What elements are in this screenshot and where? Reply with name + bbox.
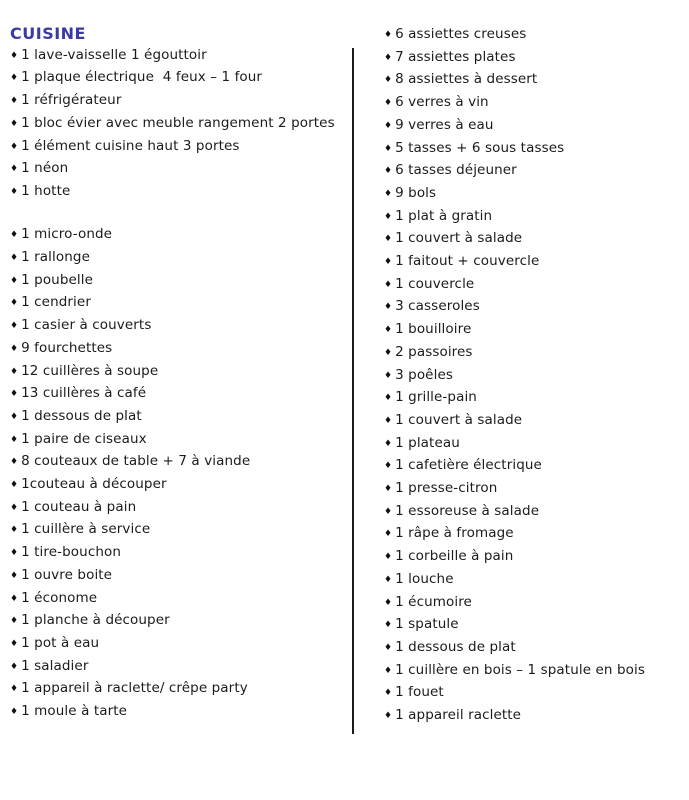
list-item-label: 1 ouvre boite [21,566,113,583]
list-item [384,251,684,274]
left-column-lists [10,45,345,724]
list-item [10,656,345,679]
list-item-label: 1 appareil raclette [395,707,522,724]
diamond-bullet-icon: ♦ [10,253,19,264]
list-item-label: 1 cendrier [21,294,91,311]
list-item-label: 1 couvert à salade [395,411,523,428]
list-item-label: 1 couvercle [395,275,475,292]
diamond-bullet-icon: ♦ [10,480,19,491]
list-item-label: 1 râpe à fromage [395,525,514,542]
list-item [384,115,684,138]
list-item [10,45,345,68]
list-item [10,181,345,204]
left-column [10,24,345,724]
diamond-bullet-icon: ♦ [384,143,393,154]
list-item [384,47,684,70]
left-list-group-1 [10,45,345,204]
diamond-bullet-icon: ♦ [384,461,393,472]
list-item-label: 1 plat à gratin [395,207,493,224]
diamond-bullet-icon: ♦ [10,275,19,286]
list-item-label: 1 élément cuisine haut 3 portes [21,137,240,154]
diamond-bullet-icon: ♦ [384,347,393,358]
diamond-bullet-icon: ♦ [10,638,19,649]
list-item [10,429,345,452]
left-list-group-2 [10,224,345,723]
column-divider [352,48,354,734]
diamond-bullet-icon: ♦ [10,73,19,84]
diamond-bullet-icon: ♦ [10,502,19,513]
diamond-bullet-icon: ♦ [384,688,393,699]
list-item [384,546,684,569]
list-item-label: 1 casier à couverts [21,317,152,334]
list-item-label: 1 bouilloire [395,321,472,338]
list-item [10,224,345,247]
diamond-bullet-icon: ♦ [384,574,393,585]
diamond-bullet-icon: ♦ [384,711,393,722]
diamond-bullet-icon: ♦ [384,665,393,676]
list-item [10,292,345,315]
list-item [384,319,684,342]
list-item [384,660,684,683]
list-item-label: 1 louche [395,570,454,587]
list-item [384,342,684,365]
list-item [384,569,684,592]
list-item-label: 1 néon [21,160,69,177]
list-item-label: 1 couvert à salade [395,230,523,247]
list-item [10,678,345,701]
list-item [10,338,345,361]
list-item [384,387,684,410]
list-item-label: 2 passoires [395,343,473,360]
diamond-bullet-icon: ♦ [10,661,19,672]
list-item [384,274,684,297]
list-item-label: 1 paire de ciseaux [21,430,147,447]
diamond-bullet-icon: ♦ [10,525,19,536]
diamond-bullet-icon: ♦ [10,593,19,604]
list-item [10,67,345,90]
list-item [384,501,684,524]
list-item [10,383,345,406]
list-item-label: 1 spatule [395,616,459,633]
list-item [384,183,684,206]
diamond-bullet-icon: ♦ [10,548,19,559]
diamond-bullet-icon: ♦ [10,96,19,107]
list-item [10,701,345,724]
diamond-bullet-icon: ♦ [384,52,393,63]
diamond-bullet-icon: ♦ [384,552,393,563]
diamond-bullet-icon: ♦ [384,166,393,177]
list-item-label: 8 couteaux de table + 7 à viande [21,453,251,470]
diamond-bullet-icon: ♦ [10,230,19,241]
list-item [384,365,684,388]
diamond-bullet-icon: ♦ [10,321,19,332]
list-item [10,565,345,588]
list-item-label: 1 micro-onde [21,226,113,243]
list-item-label: 3 poêles [395,366,453,383]
diamond-bullet-icon: ♦ [10,343,19,354]
diamond-bullet-icon: ♦ [384,98,393,109]
diamond-bullet-icon: ♦ [384,484,393,495]
diamond-bullet-icon: ♦ [10,434,19,445]
diamond-bullet-icon: ♦ [384,597,393,608]
list-item-label: 1 faitout + couvercle [395,253,540,270]
list-item [10,588,345,611]
diamond-bullet-icon: ♦ [384,393,393,404]
right-column-lists [384,24,684,728]
page-title: CUISINE [10,24,86,43]
list-item [384,92,684,115]
list-item [384,478,684,501]
diamond-bullet-icon: ♦ [384,30,393,40]
list-item [384,138,684,161]
list-item-label: 1 tire-bouchon [21,544,122,561]
diamond-bullet-icon: ♦ [384,302,393,313]
list-item-label: 1 rallonge [21,249,90,266]
list-item-label: 5 tasses + 6 sous tasses [395,139,565,156]
list-item-label: 1 planche à découper [21,612,170,629]
list-item-label: 1 dessous de plat [395,638,516,655]
list-item [384,637,684,660]
list-item-label: 1 bloc évier avec meuble rangement 2 portes [21,114,335,131]
list-item-label: 1 couteau à pain [21,498,137,515]
list-item-label: 9 fourchettes [21,339,113,356]
list-item [10,247,345,270]
diamond-bullet-icon: ♦ [10,616,19,627]
list-item-label: 1 économe [21,589,98,606]
diamond-bullet-icon: ♦ [384,370,393,381]
list-item-label: 1 moule à tarte [21,703,128,720]
list-item [384,614,684,637]
diamond-bullet-icon: ♦ [10,366,19,377]
list-item-label: 6 verres à vin [395,94,489,111]
list-item [10,361,345,384]
list-item [384,433,684,456]
list-item [10,90,345,113]
list-item [10,406,345,429]
list-item-label: 6 assiettes creuses [395,26,527,42]
diamond-bullet-icon: ♦ [384,415,393,426]
diamond-bullet-icon: ♦ [384,620,393,631]
list-item-label: 1 cafetière électrique [395,457,542,474]
list-item-label: 1 presse-citron [395,480,498,497]
list-item [10,270,345,293]
diamond-bullet-icon: ♦ [384,325,393,336]
diamond-bullet-icon: ♦ [10,118,19,129]
diamond-bullet-icon: ♦ [10,457,19,468]
list-item [10,113,345,136]
list-item-label: 1 écumoire [395,593,472,610]
list-item [10,610,345,633]
list-item [384,228,684,251]
list-item-label: 6 tasses déjeuner [395,162,517,179]
diamond-bullet-icon: ♦ [10,164,19,175]
list-item [10,519,345,542]
list-item [384,69,684,92]
diamond-bullet-icon: ♦ [10,389,19,400]
list-item-label: 1 lave-vaisselle 1 égouttoir [21,46,207,63]
list-item [384,160,684,183]
list-item-label: 1 cuillère en bois – 1 spatule en bois [395,661,645,678]
list-item-label: 1 réfrigérateur [21,92,122,109]
diamond-bullet-icon: ♦ [10,141,19,152]
list-item-label: 12 cuillères à soupe [21,362,159,379]
diamond-bullet-icon: ♦ [384,438,393,449]
list-item-label: 7 assiettes plates [395,48,516,65]
list-item [384,592,684,615]
diamond-bullet-icon: ♦ [384,188,393,199]
diamond-bullet-icon: ♦ [384,642,393,653]
list-item-label: 1 appareil à raclette/ crêpe party [21,680,248,697]
diamond-bullet-icon: ♦ [384,211,393,222]
list-item-label: 1 poubelle [21,271,94,288]
list-item [10,474,345,497]
list-item-label: 1 grille-pain [395,389,477,406]
list-item [10,542,345,565]
diamond-bullet-icon: ♦ [384,75,393,86]
list-item-label: 9 verres à eau [395,116,494,133]
diamond-bullet-icon: ♦ [384,234,393,245]
diamond-bullet-icon: ♦ [384,279,393,290]
list-item [384,682,684,705]
list-item-label: 9 bols [395,184,437,201]
list-item [10,633,345,656]
list-item [384,455,684,478]
diamond-bullet-icon: ♦ [10,50,19,61]
list-item-label: 1 dessous de plat [21,407,142,424]
list-item [10,136,345,159]
list-item-label: 1couteau à découper [21,476,167,493]
right-column [384,24,684,728]
diamond-bullet-icon: ♦ [10,707,19,718]
list-item-label: 1 cuillère à service [21,521,151,538]
diamond-bullet-icon: ♦ [384,529,393,540]
list-item-label: 1 fouet [395,684,444,701]
list-item-label: 8 assiettes à dessert [395,71,538,88]
list-item [10,497,345,520]
list-item-label: 1 hotte [21,182,71,199]
list-item [384,410,684,433]
diamond-bullet-icon: ♦ [10,684,19,695]
list-item [10,158,345,181]
list-item-label: 1 saladier [21,657,89,674]
list-item-label: 1 essoreuse à salade [395,502,540,519]
list-item-label: 1 corbeille à pain [395,548,514,565]
list-item [384,523,684,546]
diamond-bullet-icon: ♦ [10,298,19,309]
diamond-bullet-icon: ♦ [10,186,19,197]
diamond-bullet-icon: ♦ [384,120,393,131]
list-item [10,315,345,338]
list-item [384,705,684,728]
list-item [384,24,684,47]
list-item-label: 13 cuillères à café [21,385,147,402]
list-item [384,296,684,319]
diamond-bullet-icon: ♦ [10,570,19,581]
list-item-label: 1 pot à eau [21,634,100,651]
list-item-label: 3 casseroles [395,298,480,315]
diamond-bullet-icon: ♦ [10,411,19,422]
list-item [10,451,345,474]
list-item-label: 1 plateau [395,434,460,451]
list-item [384,206,684,229]
list-item-label: 1 plaque électrique 4 feux – 1 four [21,69,263,86]
right-list-group-1 [384,24,684,728]
diamond-bullet-icon: ♦ [384,257,393,268]
diamond-bullet-icon: ♦ [384,506,393,517]
